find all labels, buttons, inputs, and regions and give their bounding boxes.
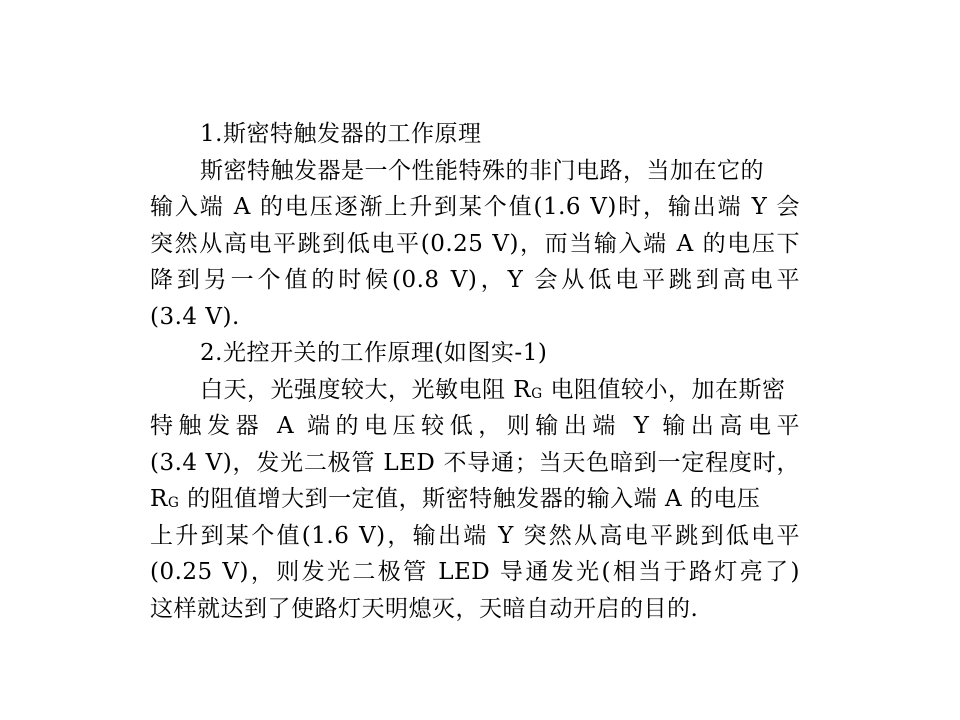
section1-line-3: 突然从高电平跳到低电平(0.25 V)，而当输入端 A 的电压下 [150,230,800,257]
section1-line-1: 斯密特触发器是一个性能特殊的非门电路，当加在它的 [200,157,764,184]
section2-heading: 2.光控开关的工作原理(如图实-1) [200,340,548,366]
section2-line-4-part-b: 的阻值增大到一定值，斯密特触发器的输入端 A 的电压 [179,486,761,512]
section2-line-4 [150,481,800,518]
section2-line-1 [150,372,800,409]
section1-heading: 1.斯密特触发器的工作原理 [200,121,482,147]
section2-line-3: (3.4 V)，发光二极管 LED 不导通；当天色暗到一定程度时， [150,449,800,476]
section2-line-1-part-a: 白天，光强度较大，光敏电阻 R [200,376,532,403]
section2-line-6: (0.25 V)，则发光二极管 LED 导通发光(相当于路灯亮了) [150,559,800,585]
section2-line-7: 这样就达到了使路灯天明熄灭，天暗自动开启的目的. [150,595,699,622]
section1-line-4: 降到另一个值的时候(0.8 V)，Y 会从低电平跳到高电平 [150,267,800,293]
rg-subscript-2: G [167,495,180,511]
section1-line-2: 输入端 A 的电压逐渐上升到某个值(1.6 V)时，输出端 Y 会 [150,194,800,220]
section2-line-2: 特触发器 A 端的电压较低，则输出端 Y 输出高电平 [150,413,800,439]
document-body [150,116,800,627]
section1-line-5: (3.4 V). [150,303,240,330]
rg-subscript: G [531,385,543,402]
rg-symbol: R [150,486,168,512]
section2-line-5: 上升到某个值(1.6 V)，输出端 Y 突然从高电平跳到低电平 [150,522,800,549]
section2-line-1-part-b: 电阻值较小，加在斯密 [542,376,786,403]
